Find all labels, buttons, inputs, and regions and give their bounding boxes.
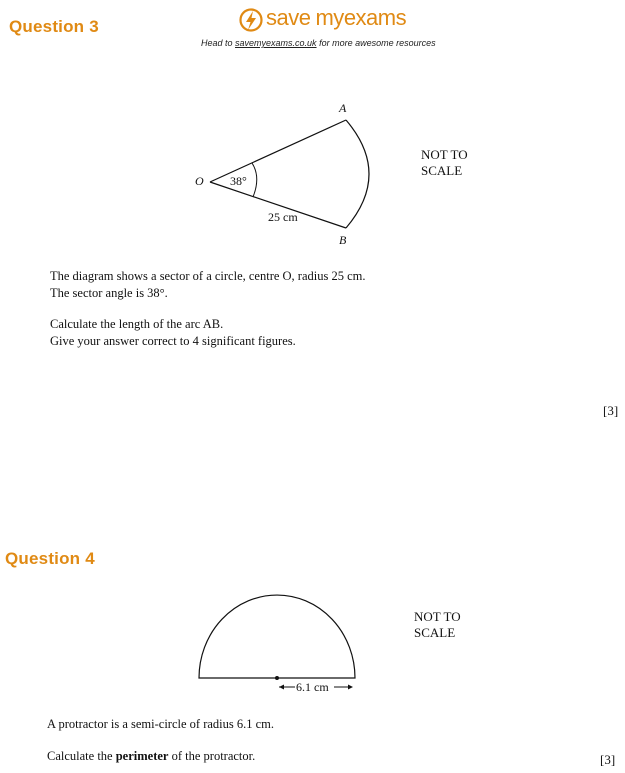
arrowhead-left-icon [279, 685, 284, 690]
q4-text-2-bold: perimeter [115, 749, 169, 763]
question-3-title: Question 3 [9, 17, 99, 36]
protractor-semicircle [199, 595, 355, 678]
arc-AB [346, 120, 369, 228]
q3-text-3: Calculate the length of the arc AB. [50, 317, 224, 331]
sector-diagram [0, 0, 625, 300]
tagline-pre: Head to [201, 38, 236, 48]
q4-text-2-pre: Calculate the [47, 749, 116, 763]
label-B: B [339, 233, 347, 247]
label-O: O [195, 174, 204, 188]
tagline-link[interactable]: savemyexams.co.uk [235, 38, 317, 48]
q4-radius-label: 6.1 cm [296, 680, 329, 694]
q3-text-2: The sector angle is 38°. [50, 286, 168, 300]
q4-not-to-scale [414, 609, 461, 641]
center-dot [275, 676, 279, 680]
q4-not-to-scale-line-2: SCALE [414, 625, 456, 640]
angle-label: 38° [230, 174, 247, 188]
q3-text-4: Give your answer correct to 4 significant figures. [50, 334, 296, 348]
radius-label: 25 cm [268, 210, 298, 224]
q3-text-1: The diagram shows a sector of a circle, centre O, radius 25 cm. [50, 269, 366, 283]
q4-text-2-post: of the protractor. [168, 749, 256, 763]
q3-text-block-1 [50, 268, 366, 302]
q3-not-to-scale-line-2: SCALE [421, 163, 463, 178]
angle-arc [252, 163, 257, 197]
q4-text-1: A protractor is a semi-circle of radius 6.1 cm. [47, 717, 275, 731]
brand-exams: exams [343, 5, 407, 30]
q4-not-to-scale-line-1: NOT TO [414, 609, 461, 624]
q4-marks: [3] [600, 752, 616, 767]
brand-save: save [266, 5, 311, 30]
brand-my: my [315, 5, 344, 30]
label-A: A [339, 101, 347, 115]
tagline-post: for more awesome resources [316, 38, 436, 48]
q3-text-block-2 [50, 316, 296, 350]
q3-marks: [3] [603, 403, 619, 418]
radius-OA [210, 120, 346, 182]
q3-not-to-scale [421, 147, 468, 179]
q3-not-to-scale-line-1: NOT TO [421, 147, 468, 162]
q4-text-2 [47, 748, 255, 765]
arrowhead-right-icon [348, 685, 353, 690]
question-4-title: Question 4 [5, 549, 95, 568]
